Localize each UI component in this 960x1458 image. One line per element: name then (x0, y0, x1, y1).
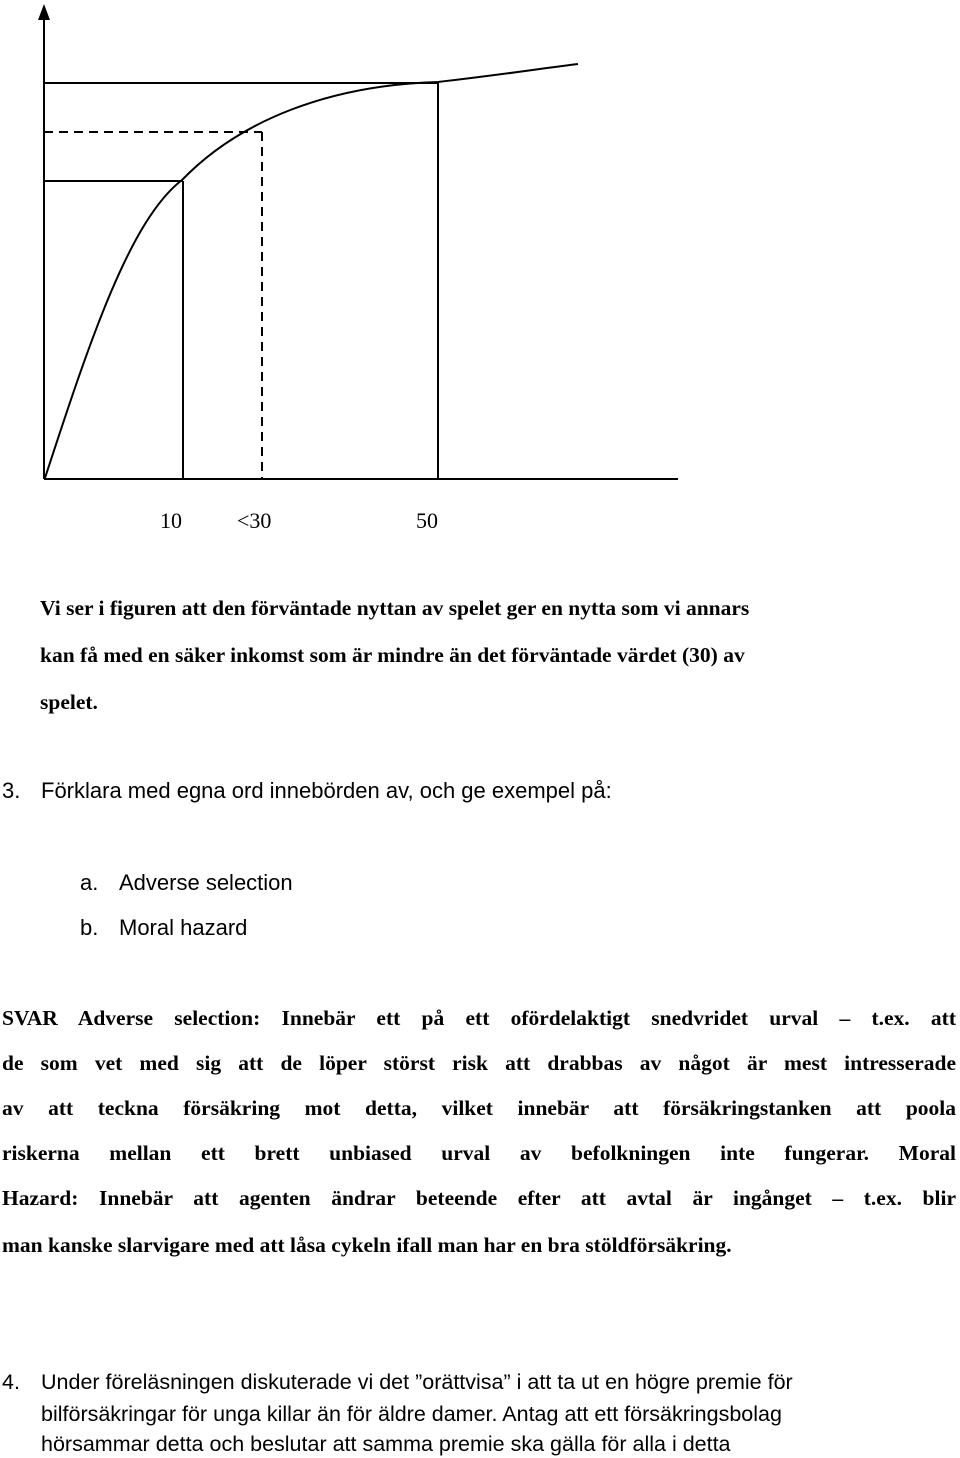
answer-line: de som vet med sig att de löper störst risk att drabbas av något är mest intresserade (2, 1051, 956, 1075)
paragraph-line: spelet. (40, 690, 98, 714)
list-item-label: Moral hazard (119, 915, 248, 940)
list-item-label: Adverse selection (119, 870, 293, 895)
x-tick-label-10: 10 (160, 508, 182, 533)
answer-line: man kanske slarvigare med att låsa cykeln ifall man har en bra stöldförsäkring. (2, 1233, 732, 1257)
question-number: 4. (2, 1370, 20, 1394)
paragraph-line: kan få med en säker inkomst som är mindre än det förväntade värdet (30) av (40, 643, 745, 667)
question-line: bilförsäkringar för unga killar än för äldre damer. Antag att ett försäkringsbolag (41, 1402, 782, 1426)
list-marker: a. (80, 870, 99, 895)
x-tick-label-50: 50 (416, 508, 438, 533)
question-number: 3. (2, 778, 21, 803)
y-axis-arrow (38, 4, 50, 20)
x-tick-label-30: <30 (237, 508, 272, 533)
utility-curve (45, 64, 578, 478)
paragraph-line: Vi ser i figuren att den förväntade nyttan av spelet ger en nytta som vi annars (40, 596, 750, 620)
answer-line: av att teckna försäkring mot detta, vilket innebär att försäkringstanken att poola (2, 1096, 956, 1120)
utility-figure (0, 0, 960, 500)
question-text: Förklara med egna ord innebörden av, och ge exempel på: (41, 778, 612, 803)
answer-line: SVAR Adverse selection: Innebär ett på ett ofördelaktigt snedvridet urval – t.ex. att (2, 1006, 956, 1030)
answer-line: Hazard: Innebär att agenten ändrar beteende efter att avtal är ingånget – t.ex. blir (2, 1186, 956, 1210)
question-line: hörsammar detta och beslutar att samma premie ska gälla för alla i detta (41, 1432, 731, 1456)
answer-line: riskerna mellan ett brett unbiased urval av befolkningen inte fungerar. Moral (2, 1141, 956, 1165)
list-marker: b. (80, 915, 99, 940)
question-line: Under föreläsningen diskuterade vi det ”orättvisa” i att ta ut en högre premie för (41, 1370, 793, 1394)
